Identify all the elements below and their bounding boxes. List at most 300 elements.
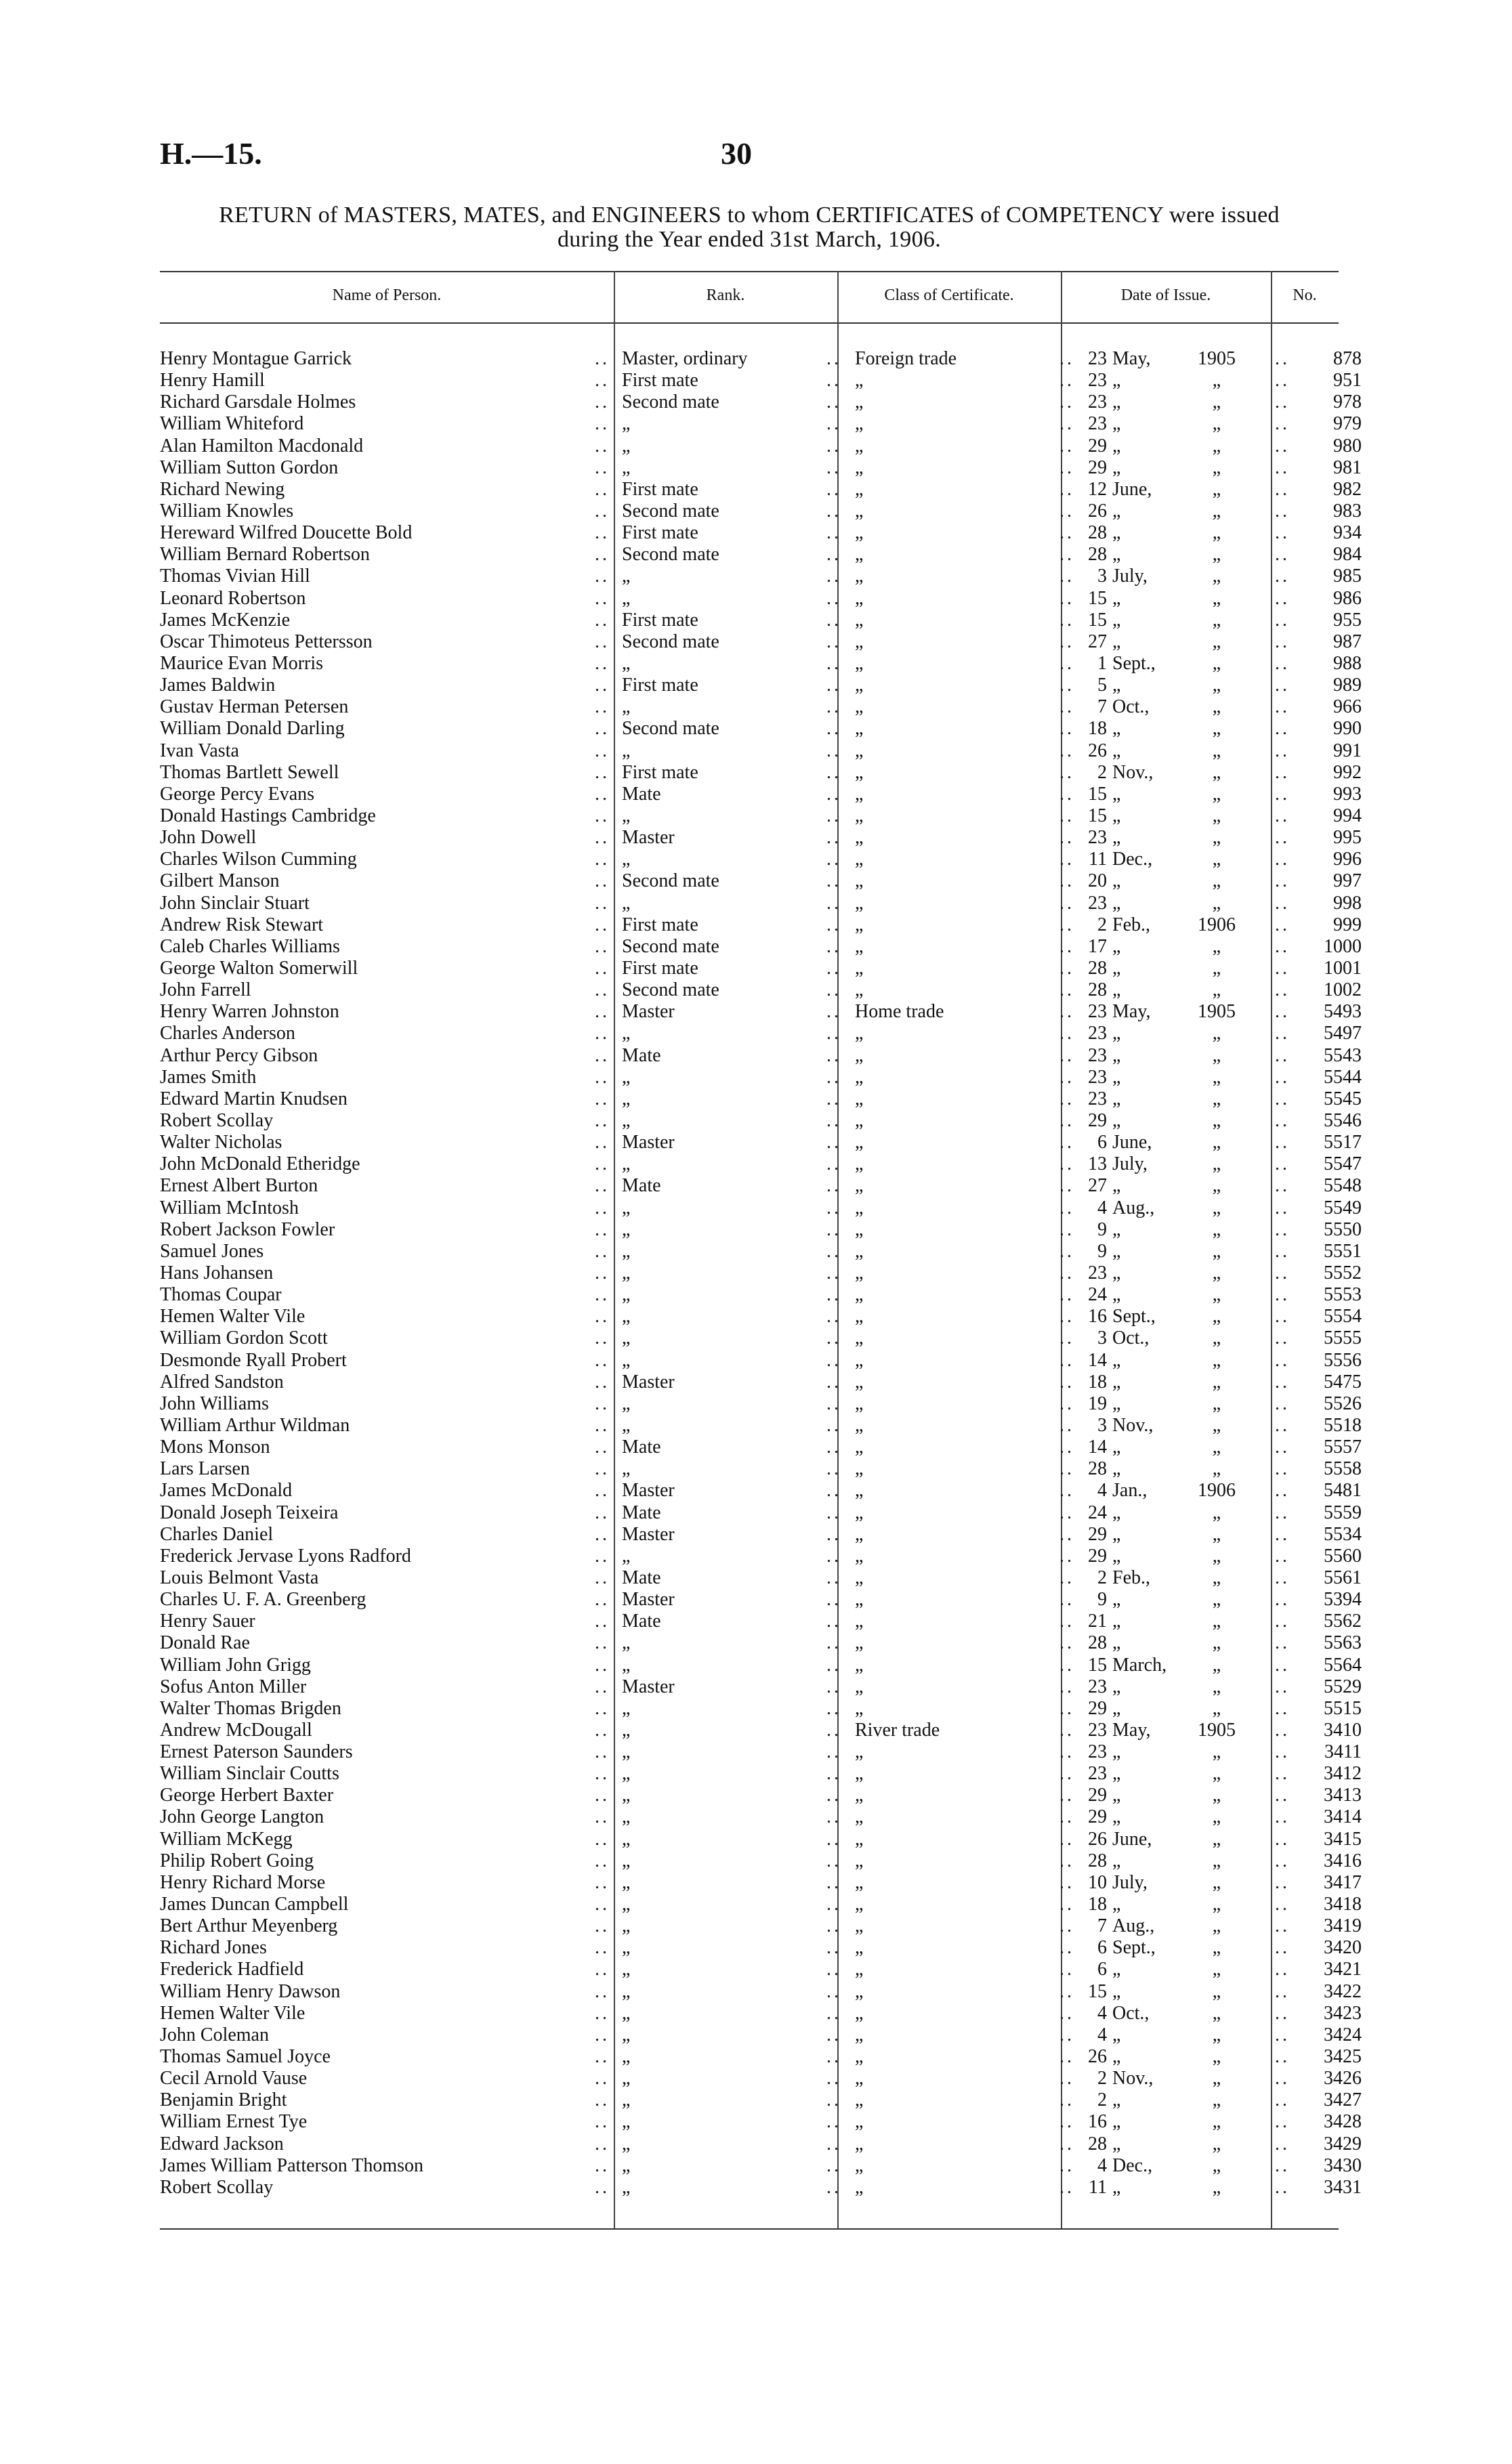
leader-dots: .. [1059, 718, 1074, 740]
issue-day: 28 [1088, 979, 1107, 1001]
issue-month: „ [1112, 783, 1121, 805]
rank-cell [614, 696, 845, 718]
certificate-class: „ [855, 1240, 864, 1262]
date-cell [1078, 1262, 1294, 1284]
leader-dots: .. [1275, 1567, 1290, 1588]
rank-cell [614, 1110, 845, 1132]
certificate-number: 5557 [1324, 1437, 1362, 1458]
issue-month: „ [1112, 1502, 1121, 1523]
person-name: Andrew McDougall [160, 1719, 312, 1741]
leader-dots: .. [826, 2024, 841, 2045]
table-row [160, 784, 1367, 805]
leader-dots: .. [1275, 1806, 1290, 1828]
leader-dots: .. [1059, 1719, 1074, 1741]
name-cell [160, 2068, 614, 2089]
table-row [160, 1546, 1367, 1567]
certificate-number: 5552 [1324, 1262, 1362, 1283]
leader-dots: .. [826, 1262, 841, 1283]
rank-cell [614, 1088, 845, 1110]
person-name: John Williams [160, 1393, 269, 1414]
name-cell [160, 1067, 614, 1088]
leader-dots: .. [826, 2068, 841, 2089]
issue-month: Oct., [1112, 696, 1150, 718]
class-cell [845, 827, 1078, 849]
issue-day: 2 [1097, 2089, 1107, 2111]
issue-day: 23 [1088, 348, 1107, 370]
table-row [160, 370, 1367, 391]
certificate-class: „ [855, 1218, 864, 1240]
table-row [160, 544, 1367, 566]
certificate-number: 3417 [1324, 1871, 1362, 1893]
rank-cell [614, 1720, 845, 1741]
name-cell [160, 1088, 614, 1110]
issue-month: „ [1112, 609, 1121, 631]
certificate-number: 3412 [1324, 1763, 1362, 1785]
date-cell [1078, 1110, 1294, 1132]
issue-year: „ [1212, 1676, 1221, 1697]
issue-year: „ [1212, 609, 1221, 631]
class-cell [845, 610, 1078, 631]
certificate-number: 982 [1333, 478, 1362, 500]
leader-dots: .. [1275, 2002, 1290, 2024]
leader-dots: .. [1275, 587, 1290, 609]
leader-dots: .. [1059, 1894, 1074, 1915]
issue-day: 9 [1097, 1218, 1107, 1240]
certificate-number: 5475 [1324, 1371, 1362, 1393]
person-name: Robert Scollay [160, 1109, 274, 1131]
person-name: William Sinclair Coutts [160, 1763, 339, 1785]
issue-year: „ [1212, 1414, 1221, 1436]
name-cell [160, 413, 614, 435]
table-row [160, 1393, 1367, 1415]
leader-dots: .. [1059, 2002, 1074, 2024]
leader-dots: .. [1059, 587, 1074, 609]
issue-day: 3 [1097, 1327, 1107, 1349]
leader-dots: .. [595, 631, 610, 652]
certificate-class: „ [855, 675, 864, 696]
certificate-class: „ [855, 892, 864, 914]
table-row [160, 1785, 1367, 1806]
leader-dots: .. [595, 1632, 610, 1654]
issue-year: „ [1212, 1741, 1221, 1763]
rank: „ [622, 892, 631, 914]
issue-month: „ [1112, 370, 1121, 391]
table-bottom-rule [160, 2228, 1339, 2230]
certificate-number: 985 [1333, 566, 1362, 587]
rank: Mate [622, 783, 661, 805]
rank: „ [622, 1545, 631, 1567]
issue-month: Oct., [1112, 2002, 1150, 2024]
certificate-class: „ [855, 1697, 864, 1719]
certificate-class: „ [855, 1632, 864, 1654]
leader-dots: .. [1275, 609, 1290, 631]
issue-year: „ [1212, 1763, 1221, 1785]
leader-dots: .. [826, 1393, 841, 1414]
person-name: Ernest Albert Burton [160, 1175, 318, 1197]
table-row [160, 1088, 1367, 1110]
rank-cell [614, 2111, 845, 2133]
issue-month: „ [1112, 522, 1121, 544]
class-cell [845, 1959, 1078, 1980]
issue-month: „ [1112, 631, 1121, 652]
leader-dots: .. [1059, 2068, 1074, 2089]
name-cell [160, 1153, 614, 1175]
leader-dots: .. [1275, 1153, 1290, 1175]
leader-dots: .. [1059, 501, 1074, 522]
certificate-class: Foreign trade [855, 348, 957, 370]
certificate-class: „ [855, 587, 864, 609]
name-cell [160, 1806, 614, 1828]
rank: Second mate [622, 501, 719, 522]
issue-year: „ [1212, 1327, 1221, 1349]
certificate-number: 3420 [1324, 1937, 1362, 1959]
leader-dots: .. [1275, 870, 1290, 892]
certificate-class: „ [855, 391, 864, 413]
person-name: Oscar Thimoteus Pettersson [160, 631, 373, 652]
name-cell [160, 2177, 614, 2199]
rank-cell [614, 1502, 845, 1523]
certificate-number: 5562 [1324, 1611, 1362, 1632]
name-cell [160, 1785, 614, 1806]
class-cell [845, 1829, 1078, 1850]
name-cell [160, 1567, 614, 1589]
date-cell [1078, 1023, 1294, 1044]
issue-day: 28 [1088, 1632, 1107, 1654]
rank: Second mate [622, 979, 719, 1001]
issue-day: 15 [1088, 609, 1107, 631]
issue-day: 6 [1097, 1937, 1107, 1959]
issue-day: 2 [1097, 914, 1107, 935]
rank: „ [622, 1632, 631, 1654]
certificate-number: 3410 [1324, 1719, 1362, 1741]
name-cell [160, 566, 614, 587]
rank-cell [614, 1763, 845, 1785]
leader-dots: .. [826, 1414, 841, 1436]
issue-day: 29 [1088, 456, 1107, 478]
table-row [160, 1306, 1367, 1327]
rank: „ [622, 1894, 631, 1915]
leader-dots: .. [1059, 1109, 1074, 1131]
issue-year: „ [1212, 2111, 1221, 2133]
table-row [160, 1023, 1367, 1044]
leader-dots: .. [1275, 1545, 1290, 1567]
leader-dots: .. [1059, 1611, 1074, 1632]
leader-dots: .. [1275, 1676, 1290, 1697]
leader-dots: .. [595, 1959, 610, 1980]
certificate-class: „ [855, 1480, 864, 1502]
table-row [160, 436, 1367, 457]
table-row [160, 958, 1367, 979]
leader-dots: .. [595, 675, 610, 696]
person-name: Henry Sauer [160, 1611, 255, 1632]
table-row [160, 2024, 1367, 2046]
rank: „ [622, 1262, 631, 1283]
leader-dots: .. [1059, 1023, 1074, 1044]
name-cell [160, 588, 614, 610]
leader-dots: .. [595, 2068, 610, 2089]
issue-day: 28 [1088, 1458, 1107, 1480]
leader-dots: .. [826, 1959, 841, 1980]
person-name: Donald Rae [160, 1632, 250, 1654]
certificate-number: 981 [1333, 456, 1362, 478]
issue-year: „ [1212, 870, 1221, 892]
issue-day: 26 [1088, 740, 1107, 761]
person-name: William Sutton Gordon [160, 456, 339, 478]
table-row [160, 1110, 1367, 1132]
rank-cell [614, 1676, 845, 1698]
name-cell [160, 1654, 614, 1676]
issue-day: 27 [1088, 631, 1107, 652]
certificate-number: 996 [1333, 849, 1362, 870]
leader-dots: .. [1275, 718, 1290, 740]
class-cell [845, 1132, 1078, 1153]
certificate-number: 988 [1333, 653, 1362, 675]
person-name: John McDonald Etheridge [160, 1153, 360, 1175]
date-cell [1078, 1720, 1294, 1741]
issue-month: „ [1112, 1632, 1121, 1654]
issue-year: „ [1212, 1088, 1221, 1109]
table-row [160, 696, 1367, 718]
person-name: Alfred Sandston [160, 1371, 284, 1393]
certificate-class: „ [855, 609, 864, 631]
issue-day: 12 [1088, 478, 1107, 500]
rank-cell [614, 457, 845, 479]
rank: „ [622, 849, 631, 870]
leader-dots: .. [826, 2089, 841, 2111]
leader-dots: .. [1275, 544, 1290, 566]
leader-dots: .. [1275, 1197, 1290, 1218]
table-row [160, 653, 1367, 675]
person-name: Walter Nicholas [160, 1132, 282, 1153]
person-name: Donald Hastings Cambridge [160, 805, 376, 827]
leader-dots: .. [1275, 1937, 1290, 1959]
leader-dots: .. [1059, 2176, 1074, 2198]
issue-year: „ [1212, 2089, 1221, 2111]
certificate-number: 990 [1333, 718, 1362, 740]
certificate-number: 991 [1333, 740, 1362, 761]
name-cell [160, 348, 614, 370]
date-cell [1078, 1088, 1294, 1110]
table-row [160, 566, 1367, 587]
leader-dots: .. [1275, 1632, 1290, 1654]
leader-dots: .. [1275, 1850, 1290, 1871]
rank-cell [614, 1175, 845, 1197]
issue-year: „ [1212, 631, 1221, 652]
column-header-rank: Rank. [706, 286, 745, 304]
certificate-class: „ [855, 1066, 864, 1088]
issue-month: „ [1112, 501, 1121, 522]
leader-dots: .. [826, 979, 841, 1001]
leader-dots: .. [1275, 566, 1290, 587]
leader-dots: .. [826, 827, 841, 849]
certificate-class: „ [855, 1894, 864, 1915]
class-cell [845, 1611, 1078, 1632]
person-name: Richard Garsdale Holmes [160, 391, 356, 413]
certificate-class: „ [855, 1871, 864, 1893]
leader-dots: .. [1059, 1632, 1074, 1654]
table-row [160, 1219, 1367, 1241]
rank: „ [622, 1937, 631, 1959]
issue-month: Dec., [1112, 2154, 1153, 2176]
leader-dots: .. [826, 653, 841, 675]
rank: „ [622, 435, 631, 456]
leader-dots: .. [826, 1371, 841, 1393]
date-cell [1078, 1306, 1294, 1327]
leader-dots: .. [1275, 1044, 1290, 1066]
leader-dots: .. [826, 1001, 841, 1023]
leader-dots: .. [826, 761, 841, 783]
certificate-class: „ [855, 696, 864, 718]
table-row [160, 2089, 1367, 2111]
name-cell [160, 631, 614, 653]
rank-cell [614, 1894, 845, 1915]
certificate-class: „ [855, 1959, 864, 1980]
leader-dots: .. [1059, 566, 1074, 587]
leader-dots: .. [1059, 1937, 1074, 1959]
leader-dots: .. [1275, 348, 1290, 370]
rank: „ [622, 2154, 631, 2176]
name-cell [160, 1546, 614, 1567]
leader-dots: .. [1275, 1414, 1290, 1436]
issue-year: „ [1212, 1218, 1221, 1240]
rank: First mate [622, 370, 698, 391]
leader-dots: .. [595, 1088, 610, 1109]
issue-year: „ [1212, 1697, 1221, 1719]
name-cell [160, 1763, 614, 1785]
rank: „ [622, 1393, 631, 1414]
leader-dots: .. [826, 718, 841, 740]
person-name: James McDonald [160, 1480, 293, 1502]
class-cell [845, 522, 1078, 544]
issue-day: 23 [1088, 1023, 1107, 1044]
class-cell [845, 1676, 1078, 1698]
leader-dots: .. [595, 348, 610, 370]
name-cell [160, 522, 614, 544]
certificate-class: „ [855, 1175, 864, 1197]
leader-dots: .. [826, 1197, 841, 1218]
issue-month: „ [1112, 1545, 1121, 1567]
issue-day: 16 [1088, 1306, 1107, 1327]
leader-dots: .. [1275, 1371, 1290, 1393]
issue-day: 4 [1097, 2002, 1107, 2024]
name-cell [160, 1611, 614, 1632]
table-row [160, 2111, 1367, 2133]
leader-dots: .. [595, 2024, 610, 2045]
certificate-class: „ [855, 1915, 864, 1937]
issue-year: „ [1212, 1437, 1221, 1458]
leader-dots: .. [595, 2176, 610, 2198]
leader-dots: .. [1275, 1959, 1290, 1980]
issue-month: „ [1112, 1697, 1121, 1719]
rank-cell [614, 718, 845, 740]
certificate-class: „ [855, 1458, 864, 1480]
leader-dots: .. [826, 1611, 841, 1632]
leader-dots: .. [826, 2111, 841, 2133]
name-cell [160, 2024, 614, 2046]
rank: „ [622, 1284, 631, 1306]
rank: „ [622, 1023, 631, 1044]
certificate-number: 3421 [1324, 1959, 1362, 1980]
table-row [160, 1959, 1367, 1980]
certificate-number: 3422 [1324, 1980, 1362, 2002]
table-row [160, 2003, 1367, 2024]
rank: „ [622, 2176, 631, 2198]
name-cell [160, 1741, 614, 1763]
rank: Master [622, 1523, 675, 1545]
table-row [160, 805, 1367, 827]
leader-dots: .. [595, 1523, 610, 1545]
rank: Master [622, 1001, 675, 1023]
class-cell [845, 1894, 1078, 1915]
leader-dots: .. [1059, 849, 1074, 870]
leader-dots: .. [826, 1980, 841, 2002]
certificate-class: „ [855, 958, 864, 979]
certificate-class: River trade [855, 1719, 940, 1741]
leader-dots: .. [1059, 1959, 1074, 1980]
leader-dots: .. [1275, 1523, 1290, 1545]
class-cell [845, 1981, 1078, 2003]
person-name: James Baldwin [160, 675, 276, 696]
name-cell [160, 457, 614, 479]
leader-dots: .. [826, 1828, 841, 1850]
leader-dots: .. [826, 501, 841, 522]
issue-year: „ [1212, 979, 1221, 1001]
name-cell [160, 1045, 614, 1067]
name-cell [160, 1001, 614, 1023]
date-cell [1078, 370, 1294, 391]
issue-day: 9 [1097, 1240, 1107, 1262]
leader-dots: .. [826, 1806, 841, 1828]
table-row [160, 1676, 1367, 1698]
leader-dots: .. [1275, 501, 1290, 522]
date-cell [1078, 1654, 1294, 1676]
leader-dots: .. [595, 1697, 610, 1719]
leader-dots: .. [826, 435, 841, 456]
class-cell [845, 2133, 1078, 2155]
class-cell [845, 1458, 1078, 1480]
class-cell [845, 1806, 1078, 1828]
person-name: William Arthur Wildman [160, 1414, 350, 1436]
leader-dots: .. [1275, 370, 1290, 391]
leader-dots: .. [1059, 761, 1074, 783]
date-cell [1078, 2089, 1294, 2111]
leader-dots: .. [1275, 2089, 1290, 2111]
leader-dots: .. [826, 1937, 841, 1959]
name-cell [160, 1241, 614, 1262]
leader-dots: .. [1059, 1262, 1074, 1283]
issue-day: 11 [1089, 849, 1107, 870]
rank: Mate [622, 1502, 661, 1523]
leader-dots: .. [595, 2154, 610, 2176]
table-row [160, 1741, 1367, 1763]
date-cell [1078, 893, 1294, 914]
certificate-number: 989 [1333, 675, 1362, 696]
issue-month: „ [1112, 1894, 1121, 1915]
issue-month: „ [1112, 675, 1121, 696]
leader-dots: .. [1275, 391, 1290, 413]
certificate-number: 5547 [1324, 1153, 1362, 1175]
rank: Mate [622, 1175, 661, 1197]
leader-dots: .. [1275, 740, 1290, 761]
leader-dots: .. [595, 1763, 610, 1785]
table-row [160, 1327, 1367, 1349]
issue-day: 11 [1089, 2176, 1107, 2198]
date-cell [1078, 348, 1294, 370]
leader-dots: .. [595, 1785, 610, 1806]
leader-dots: .. [595, 1458, 610, 1480]
leader-dots: .. [1275, 1306, 1290, 1327]
leader-dots: .. [1059, 1284, 1074, 1306]
